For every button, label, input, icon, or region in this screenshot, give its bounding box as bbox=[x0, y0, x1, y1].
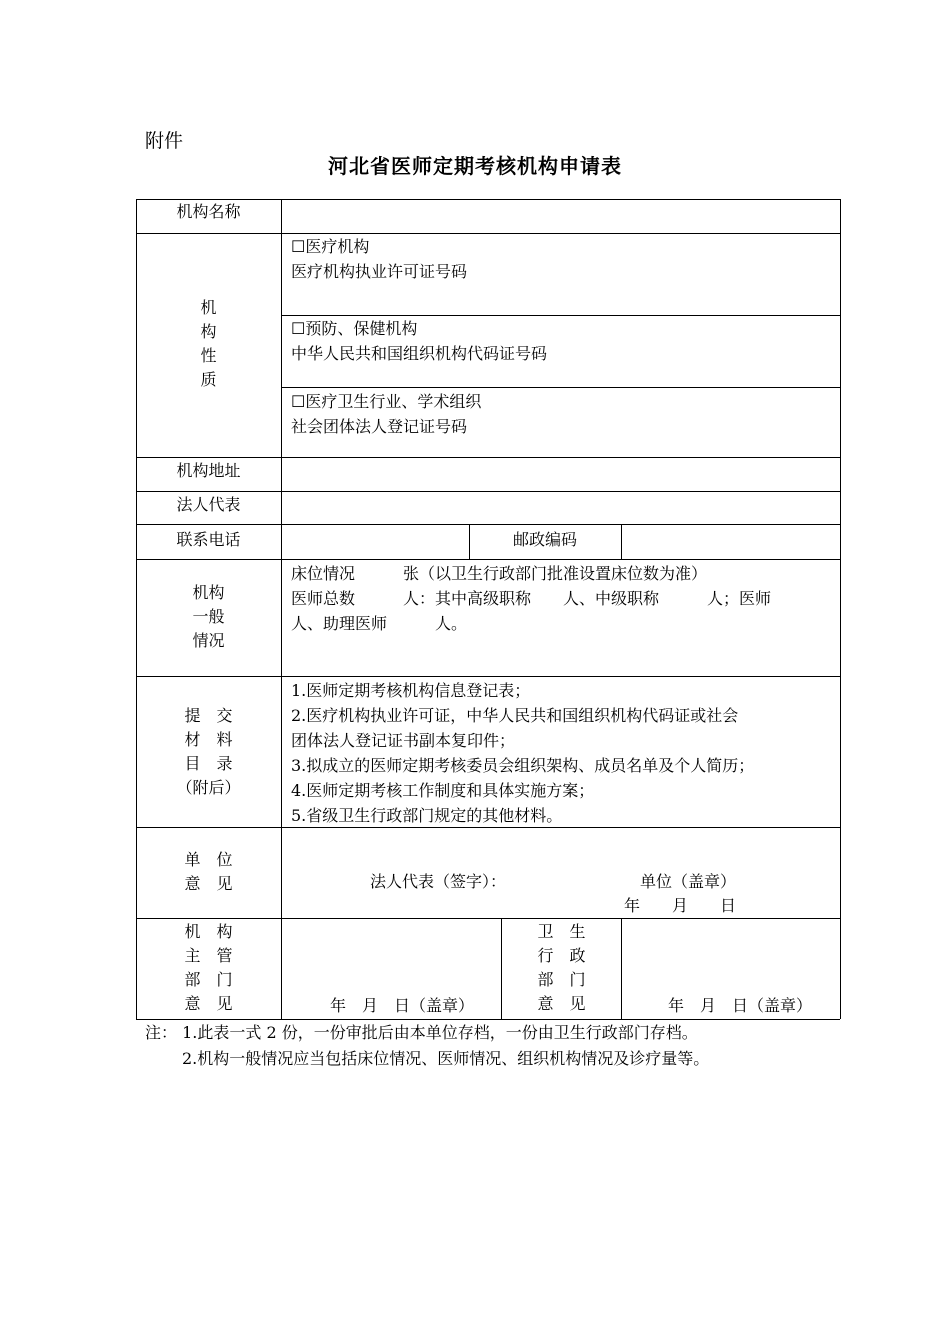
materials-list-item: 3.拟成立的医师定期考核委员会组织架构、成员名单及个人简历； bbox=[291, 756, 755, 775]
supervisor-opinion-label-line: 主 管 bbox=[184, 946, 233, 965]
materials-list-item: 2.医疗机构执业许可证，中华人民共和国组织机构代码证或社会 bbox=[291, 706, 739, 725]
supervisor-opinion-label-line: 部 门 bbox=[184, 970, 233, 989]
org-nature-label-char: 性 bbox=[200, 346, 217, 365]
checkbox-medical-institution[interactable]: ☐医疗机构 bbox=[291, 237, 370, 256]
materials-label-line: 材 料 bbox=[184, 730, 233, 749]
table-border-bottom bbox=[136, 1019, 840, 1020]
materials-label-line: 提 交 bbox=[184, 706, 233, 725]
unit-opinion-label-line: 意 见 bbox=[184, 874, 233, 893]
unit-opinion-label bbox=[136, 848, 281, 896]
health-dept-date-seal: 年 月 日（盖章） bbox=[668, 996, 813, 1015]
org-name-field[interactable] bbox=[282, 200, 839, 233]
table-border-right bbox=[840, 199, 841, 1019]
social-registration-number-label: 社会团体法人登记证号码 bbox=[291, 417, 468, 436]
postcode-field[interactable] bbox=[622, 525, 839, 558]
general-info-label bbox=[136, 581, 281, 653]
row-divider bbox=[281, 315, 840, 316]
phone-label: 联系电话 bbox=[176, 530, 241, 549]
row-divider bbox=[136, 676, 840, 677]
general-info-label-line: 一般 bbox=[192, 607, 225, 626]
health-dept-opinion-label-line: 部 门 bbox=[537, 970, 586, 989]
supervisor-date-seal: 年 月 日（盖章） bbox=[330, 996, 475, 1015]
materials-list-item: 团体法人登记证书副本复印件； bbox=[291, 731, 516, 750]
supervisor-opinion-label-line: 机 构 bbox=[184, 922, 233, 941]
materials-list-item: 1.医师定期考核机构信息登记表； bbox=[291, 681, 531, 700]
org-nature-label-char: 机 bbox=[200, 298, 217, 317]
supervisor-opinion-label-line: 意 见 bbox=[184, 994, 233, 1013]
row-divider bbox=[136, 918, 840, 919]
general-info-label-line: 情况 bbox=[192, 631, 225, 650]
materials-list-item: 4.医师定期考核工作制度和具体实施方案； bbox=[291, 781, 595, 800]
materials-label-line: 目 录 bbox=[184, 754, 233, 773]
checkbox-academic-organization[interactable]: ☐医疗卫生行业、学术组织 bbox=[291, 392, 482, 411]
row-divider bbox=[136, 559, 840, 560]
legal-rep-signature-label: 法人代表（签字）： bbox=[370, 872, 507, 891]
org-code-number-label: 中华人民共和国组织机构代码证号码 bbox=[291, 344, 548, 363]
assistant-physician-line: 人、助理医师 人。 bbox=[291, 614, 468, 633]
note-line-2: 2.机构一般情况应当包括床位情况、医师情况、组织机构情况及诊疗量等。 bbox=[182, 1049, 710, 1068]
general-info-label-line: 机构 bbox=[192, 583, 225, 602]
form-title: 河北省医师定期考核机构申请表 bbox=[328, 154, 622, 178]
unit-opinion-label-line: 单 位 bbox=[184, 850, 233, 869]
row-divider bbox=[136, 233, 840, 234]
health-dept-opinion-label-line: 意 见 bbox=[537, 994, 586, 1013]
materials-label-line: （附后） bbox=[176, 778, 241, 797]
postcode-label: 邮政编码 bbox=[512, 530, 577, 549]
medical-license-number-label: 医疗机构执业许可证号码 bbox=[291, 262, 468, 281]
health-dept-opinion-label-line: 行 政 bbox=[537, 946, 586, 965]
materials-list-item: 5.省级卫生行政部门规定的其他材料。 bbox=[291, 806, 563, 825]
phone-field[interactable] bbox=[282, 525, 468, 558]
unit-date: 年 月 日 bbox=[624, 896, 737, 915]
column-divider bbox=[281, 199, 282, 1019]
row-divider bbox=[281, 387, 840, 388]
column-divider bbox=[621, 918, 622, 1019]
org-name-label: 机构名称 bbox=[176, 202, 241, 221]
org-nature-label bbox=[136, 296, 281, 392]
address-label: 机构地址 bbox=[176, 461, 241, 480]
legal-rep-field[interactable] bbox=[282, 492, 839, 523]
bed-count-line: 床位情况 张（以卫生行政部门批准设置床位数为准） bbox=[291, 564, 708, 583]
org-nature-label-char: 构 bbox=[200, 322, 217, 341]
materials-label bbox=[136, 704, 281, 800]
address-field[interactable] bbox=[282, 458, 839, 490]
note-line-1: 注： 1.此表一式 2 份，一份审批后由本单位存档，一份由卫生行政部门存档。 bbox=[145, 1023, 698, 1042]
health-dept-opinion-label bbox=[502, 920, 621, 1016]
attachment-label: 附件 bbox=[145, 130, 184, 152]
org-nature-label-char: 质 bbox=[200, 370, 217, 389]
health-dept-opinion-label-line: 卫 生 bbox=[537, 922, 586, 941]
checkbox-prevention-institution[interactable]: ☐预防、保健机构 bbox=[291, 319, 418, 338]
unit-seal-label: 单位（盖章） bbox=[640, 872, 737, 891]
legal-rep-label: 法人代表 bbox=[176, 495, 241, 514]
supervisor-opinion-label bbox=[136, 920, 281, 1016]
physician-count-line: 医师总数 人：其中高级职称 人、中级职称 人；医师 bbox=[291, 589, 772, 608]
